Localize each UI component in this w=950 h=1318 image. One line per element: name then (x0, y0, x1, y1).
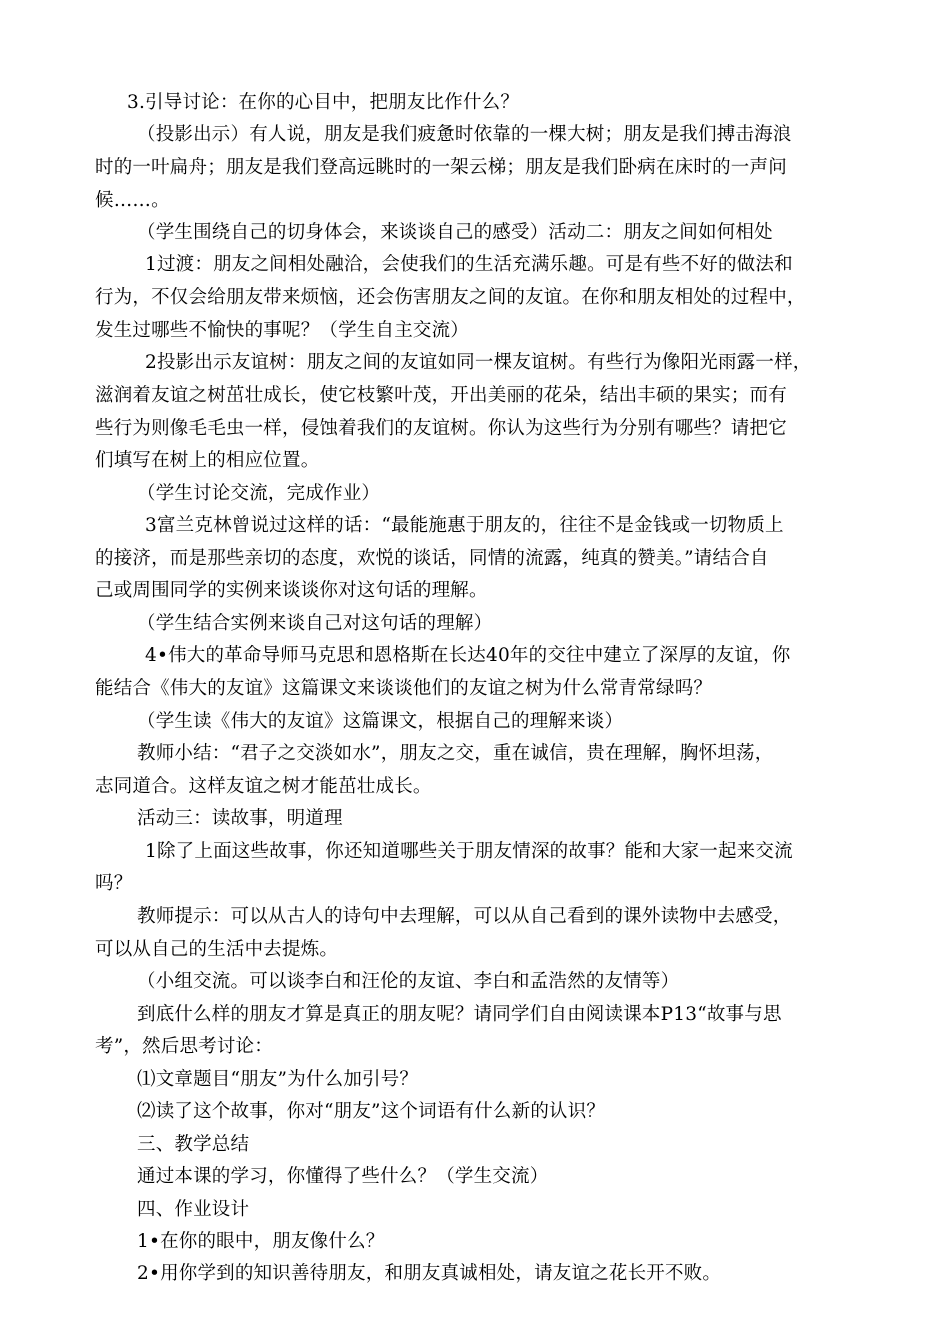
text-line: 能结合《伟大的友谊》这篇课文来谈谈他们的友谊之树为什么常青常绿吗？ (95, 678, 713, 699)
text-line: 吗？ (95, 873, 133, 894)
text-line: 4•伟大的革命导师马克思和恩格斯在长达40年的交往中建立了深厚的友谊，你 (145, 645, 791, 666)
text-line: （小组交流。可以谈李白和汪伦的友谊、李白和孟浩然的友情等） (137, 971, 680, 992)
text-line: 四、作业设计 (137, 1199, 250, 1220)
text-line: 2•用你学到的知识善待朋友，和朋友真诚相处，请友谊之花长开不败。 (137, 1263, 722, 1284)
text-line: 时的一叶扁舟；朋友是我们登高远眺时的一架云梯；朋友是我们卧病在床时的一声问 (95, 157, 787, 178)
text-line: 志同道合。这样友谊之树才能茁壮成长。 (95, 776, 432, 797)
text-line: （学生读《伟大的友谊》这篇课文，根据自己的理解来谈） (137, 711, 624, 732)
text-line: 通过本课的学习，你懂得了些什么？（学生交流） (137, 1166, 549, 1187)
text-line: 的接济，而是那些亲切的态度，欢悦的谈话，同情的流露，纯真的赞美。”请结合自 (95, 548, 769, 569)
text-line: 们填写在树上的相应位置。 (95, 450, 320, 471)
text-line: 己或周围同学的实例来谈谈你对这句话的理解。 (95, 580, 488, 601)
text-line: 3.引导讨论：在你的心目中，把朋友比作什么？ (127, 92, 520, 113)
text-line: 教师提示：可以从古人的诗句中去理解，可以从自己看到的课外读物中去感受， (137, 906, 792, 927)
text-line: 些行为则像毛毛虫一样，侵蚀着我们的友谊树。你认为这些行为分别有哪些？请把它 (95, 418, 787, 439)
text-line: 3富兰克林曾说过这样的话：“最能施惠于朋友的，往往不是金钱或一切物质上 (145, 515, 784, 536)
text-line: （投影出示）有人说，朋友是我们疲惫时依靠的一棵大树；朋友是我们搏击海浪 (137, 124, 792, 145)
text-line: ⑴文章题目“朋友”为什么加引号？ (137, 1069, 419, 1090)
text-line: 行为，不仅会给朋友带来烦恼，还会伤害朋友之间的友谊。在你和朋友相处的过程中， (95, 287, 806, 308)
text-line: 候……。 (95, 190, 170, 211)
text-line: 发生过哪些不愉快的事呢？（学生自主交流） (95, 320, 470, 341)
text-line: 滋润着友谊之树茁壮成长，使它枝繁叶茂，开出美丽的花朵，结出丰硕的果实；而有 (95, 385, 787, 406)
text-line: ⑵读了这个故事，你对“朋友”这个词语有什么新的认识？ (137, 1101, 606, 1122)
text-line: 三、教学总结 (137, 1134, 250, 1155)
text-line: （学生围绕自己的切身体会，来谈谈自己的感受）活动二：朋友之间如何相处 (137, 222, 773, 243)
text-line: 2投影出示友谊树：朋友之间的友谊如同一棵友谊树。有些行为像阳光雨露一样， (145, 352, 812, 373)
text-line: 1除了上面这些故事，你还知道哪些关于朋友情深的故事？能和大家一起来交流 (145, 841, 793, 862)
text-line: 到底什么样的朋友才算是真正的朋友呢？请同学们自由阅读课本P13“故事与思 (137, 1004, 782, 1025)
text-line: 1•在你的眼中，朋友像什么？ (137, 1231, 385, 1252)
text-line: 可以从自己的生活中去提炼。 (95, 939, 339, 960)
text-line: （学生讨论交流，完成作业） (137, 483, 381, 504)
text-line: 教师小结：“君子之交淡如水”，朋友之交，重在诚信，贵在理解，胸怀坦荡， (137, 743, 774, 764)
text-line: 活动三：读故事，明道理 (137, 808, 343, 829)
text-line: （学生结合实例来谈自己对这句话的理解） (137, 613, 493, 634)
text-line: 1过渡：朋友之间相处融洽，会使我们的生活充满乐趣。可是有些不好的做法和 (145, 254, 793, 275)
text-line: 考”，然后思考讨论： (95, 1036, 273, 1057)
